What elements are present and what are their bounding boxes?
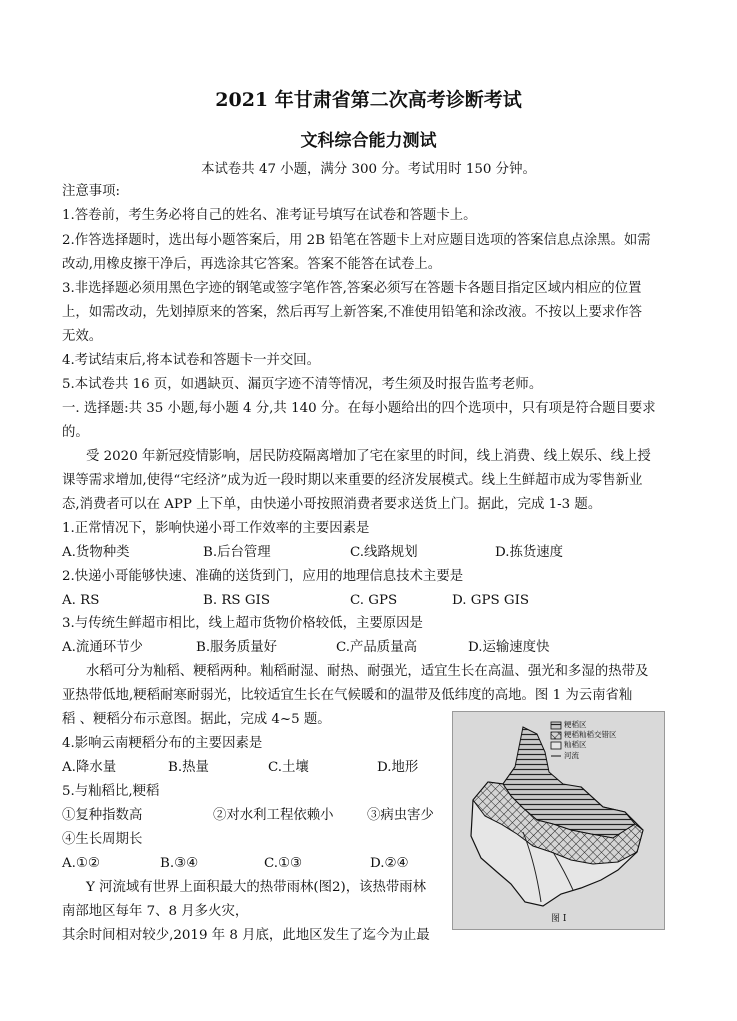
q3-option-d: D.运输速度快 bbox=[468, 640, 550, 655]
q2-stem: 2.快递小哥能够快速、准确的送货到门，应用的地理信息技术主要是 bbox=[62, 569, 464, 584]
q3-option-a: A.流通环节少 bbox=[62, 640, 143, 655]
note-2b: 改动,用橡皮擦干净后，再选涂其它答案。答案不能答在试卷上。 bbox=[62, 257, 442, 272]
legend-label-river: 河流 bbox=[564, 751, 579, 760]
note-3a: 3.非选择题必须用黑色字迹的钢笔或签字笔作答,答案必须写在答题卡各题目指定区域内相应的位置 bbox=[62, 281, 642, 296]
note-5: 5.本试卷共 16 页，如遇缺页、漏页字迹不清等情况，考生须及时报告监考老师。 bbox=[62, 377, 543, 392]
note-3b: 上，如需改动，先划掉原来的答案，然后再写上新答案,不准使用铅笔和涂改液。不按以上要求作答 bbox=[62, 305, 643, 320]
q4-stem: 4.影响云南粳稻分布的主要因素是 bbox=[62, 736, 263, 751]
passage3-line1: Y 河流域有世界上面积最大的热带雨林(图2)，该热带雨林 bbox=[86, 880, 427, 895]
q5-option-c: C.①③ bbox=[264, 856, 303, 871]
legend-swatch-mixed bbox=[551, 732, 561, 739]
legend-label-indica: 籼稻区 bbox=[564, 740, 587, 749]
passage2-line2: 亚热带低地,粳稻耐寒耐弱光，比较适宜生长在气候暖和的温带及低纬度的高地。图 1 为云南省籼 bbox=[62, 688, 633, 703]
figure-caption: 图 I bbox=[551, 914, 567, 924]
note-3c: 无效。 bbox=[62, 329, 103, 344]
q4-option-b: B.热量 bbox=[168, 760, 209, 775]
q1-option-a: A.货物种类 bbox=[62, 545, 130, 560]
section-intro-a: 一. 选择题:共 35 小题,每小题 4 分,共 140 分。在每小题给出的四个选项中，只有项是符合题目要求 bbox=[62, 401, 656, 416]
note-2a: 2.作答选择题时，选出每小题答案后，用 2B 铅笔在答题卡上对应题目选项的答案信息点涂黑。如需 bbox=[62, 233, 651, 248]
q5-statement-2: ②对水利工程依赖小 bbox=[213, 808, 334, 823]
q3-option-b: B.服务质量好 bbox=[196, 640, 278, 655]
q1-option-b: B.后台管理 bbox=[203, 545, 271, 560]
legend-swatch-indica bbox=[551, 742, 561, 749]
passage3-line2: 南部地区每年 7、8 月多火灾， bbox=[62, 904, 249, 919]
q5-option-a: A.①② bbox=[62, 856, 100, 871]
section-intro-b: 的。 bbox=[62, 425, 89, 440]
legend-label-japonica: 粳稻区 bbox=[564, 720, 587, 729]
notes-heading: 注意事项: bbox=[62, 184, 121, 199]
q5-statement-4: ④生长周期长 bbox=[62, 832, 143, 847]
q2-option-c: C. GPS bbox=[350, 593, 398, 608]
note-1: 1.答卷前，考生务必将自己的姓名、准考证号填写在试卷和答题卡上。 bbox=[62, 208, 477, 223]
q5-statement-1: ①复种指数高 bbox=[62, 808, 143, 823]
q5-statement-3: ③病虫害少 bbox=[367, 808, 434, 823]
q2-option-b: B. RS GIS bbox=[203, 593, 271, 608]
passage1-line2: 课等需求增加,使得“宅经济”成为近一段时期以来重要的经济发展模式。线上生鲜超市成为零售新业 bbox=[62, 473, 643, 488]
yunnan-rice-map-figure bbox=[452, 711, 665, 930]
exam-title: 2021 年甘肃省第二次高考诊断考试 bbox=[215, 89, 522, 111]
q2-option-d: D. GPS GIS bbox=[452, 593, 530, 608]
passage2-line3: 稻 、粳稻分布示意图。据此，完成 4~5 题。 bbox=[62, 712, 331, 727]
q3-stem: 3.与传统生鲜超市相比，线上超市货物价格较低，主要原因是 bbox=[62, 616, 423, 631]
passage2-line1: 水稻可分为籼稻、粳稻两种。籼稻耐湿、耐热、耐强光，适宜生长在高温、强光和多湿的热带及 bbox=[86, 664, 649, 679]
note-4: 4.考试结束后,将本试卷和答题卡一并交回。 bbox=[62, 353, 321, 368]
passage1-line1: 受 2020 年新冠疫情影响，居民防疫隔离增加了宅在家里的时间，线上消费、线上娱乐、线上授 bbox=[86, 449, 651, 464]
q5-option-b: B.③④ bbox=[160, 856, 199, 871]
q2-option-a: A. RS bbox=[62, 593, 100, 608]
legend-swatch-japonica bbox=[551, 722, 561, 729]
yunnan-map-svg bbox=[453, 712, 664, 929]
exam-subtitle: 文科综合能力测试 bbox=[300, 131, 437, 151]
q1-option-c: C.线路规划 bbox=[350, 545, 418, 560]
q1-stem: 1.正常情况下，影响快递小哥工作效率的主要因素是 bbox=[62, 521, 370, 536]
q5-stem: 5.与籼稻比,粳稻 bbox=[62, 784, 160, 799]
legend-label-mixed: 粳稻籼稻交错区 bbox=[564, 730, 617, 739]
passage3-line3: 其余时间相对较少,2019 年 8 月底，此地区发生了迄今为止最 bbox=[62, 928, 430, 943]
passage1-line3: 态,消费者可以在 APP 上下单，由快递小哥按照消费者要求送货上门。据此，完成 1-3 题。 bbox=[62, 497, 602, 512]
q4-option-d: D.地形 bbox=[377, 760, 419, 775]
exam-info: 本试卷共 47 小题，满分 300 分。考试用时 150 分钟。 bbox=[201, 162, 536, 177]
q3-option-c: C.产品质量高 bbox=[336, 640, 417, 655]
q4-option-a: A.降水量 bbox=[62, 760, 117, 775]
q4-option-c: C.土壤 bbox=[268, 760, 309, 775]
q5-option-d: D.②④ bbox=[370, 856, 409, 871]
q1-option-d: D.拣货速度 bbox=[495, 545, 564, 560]
